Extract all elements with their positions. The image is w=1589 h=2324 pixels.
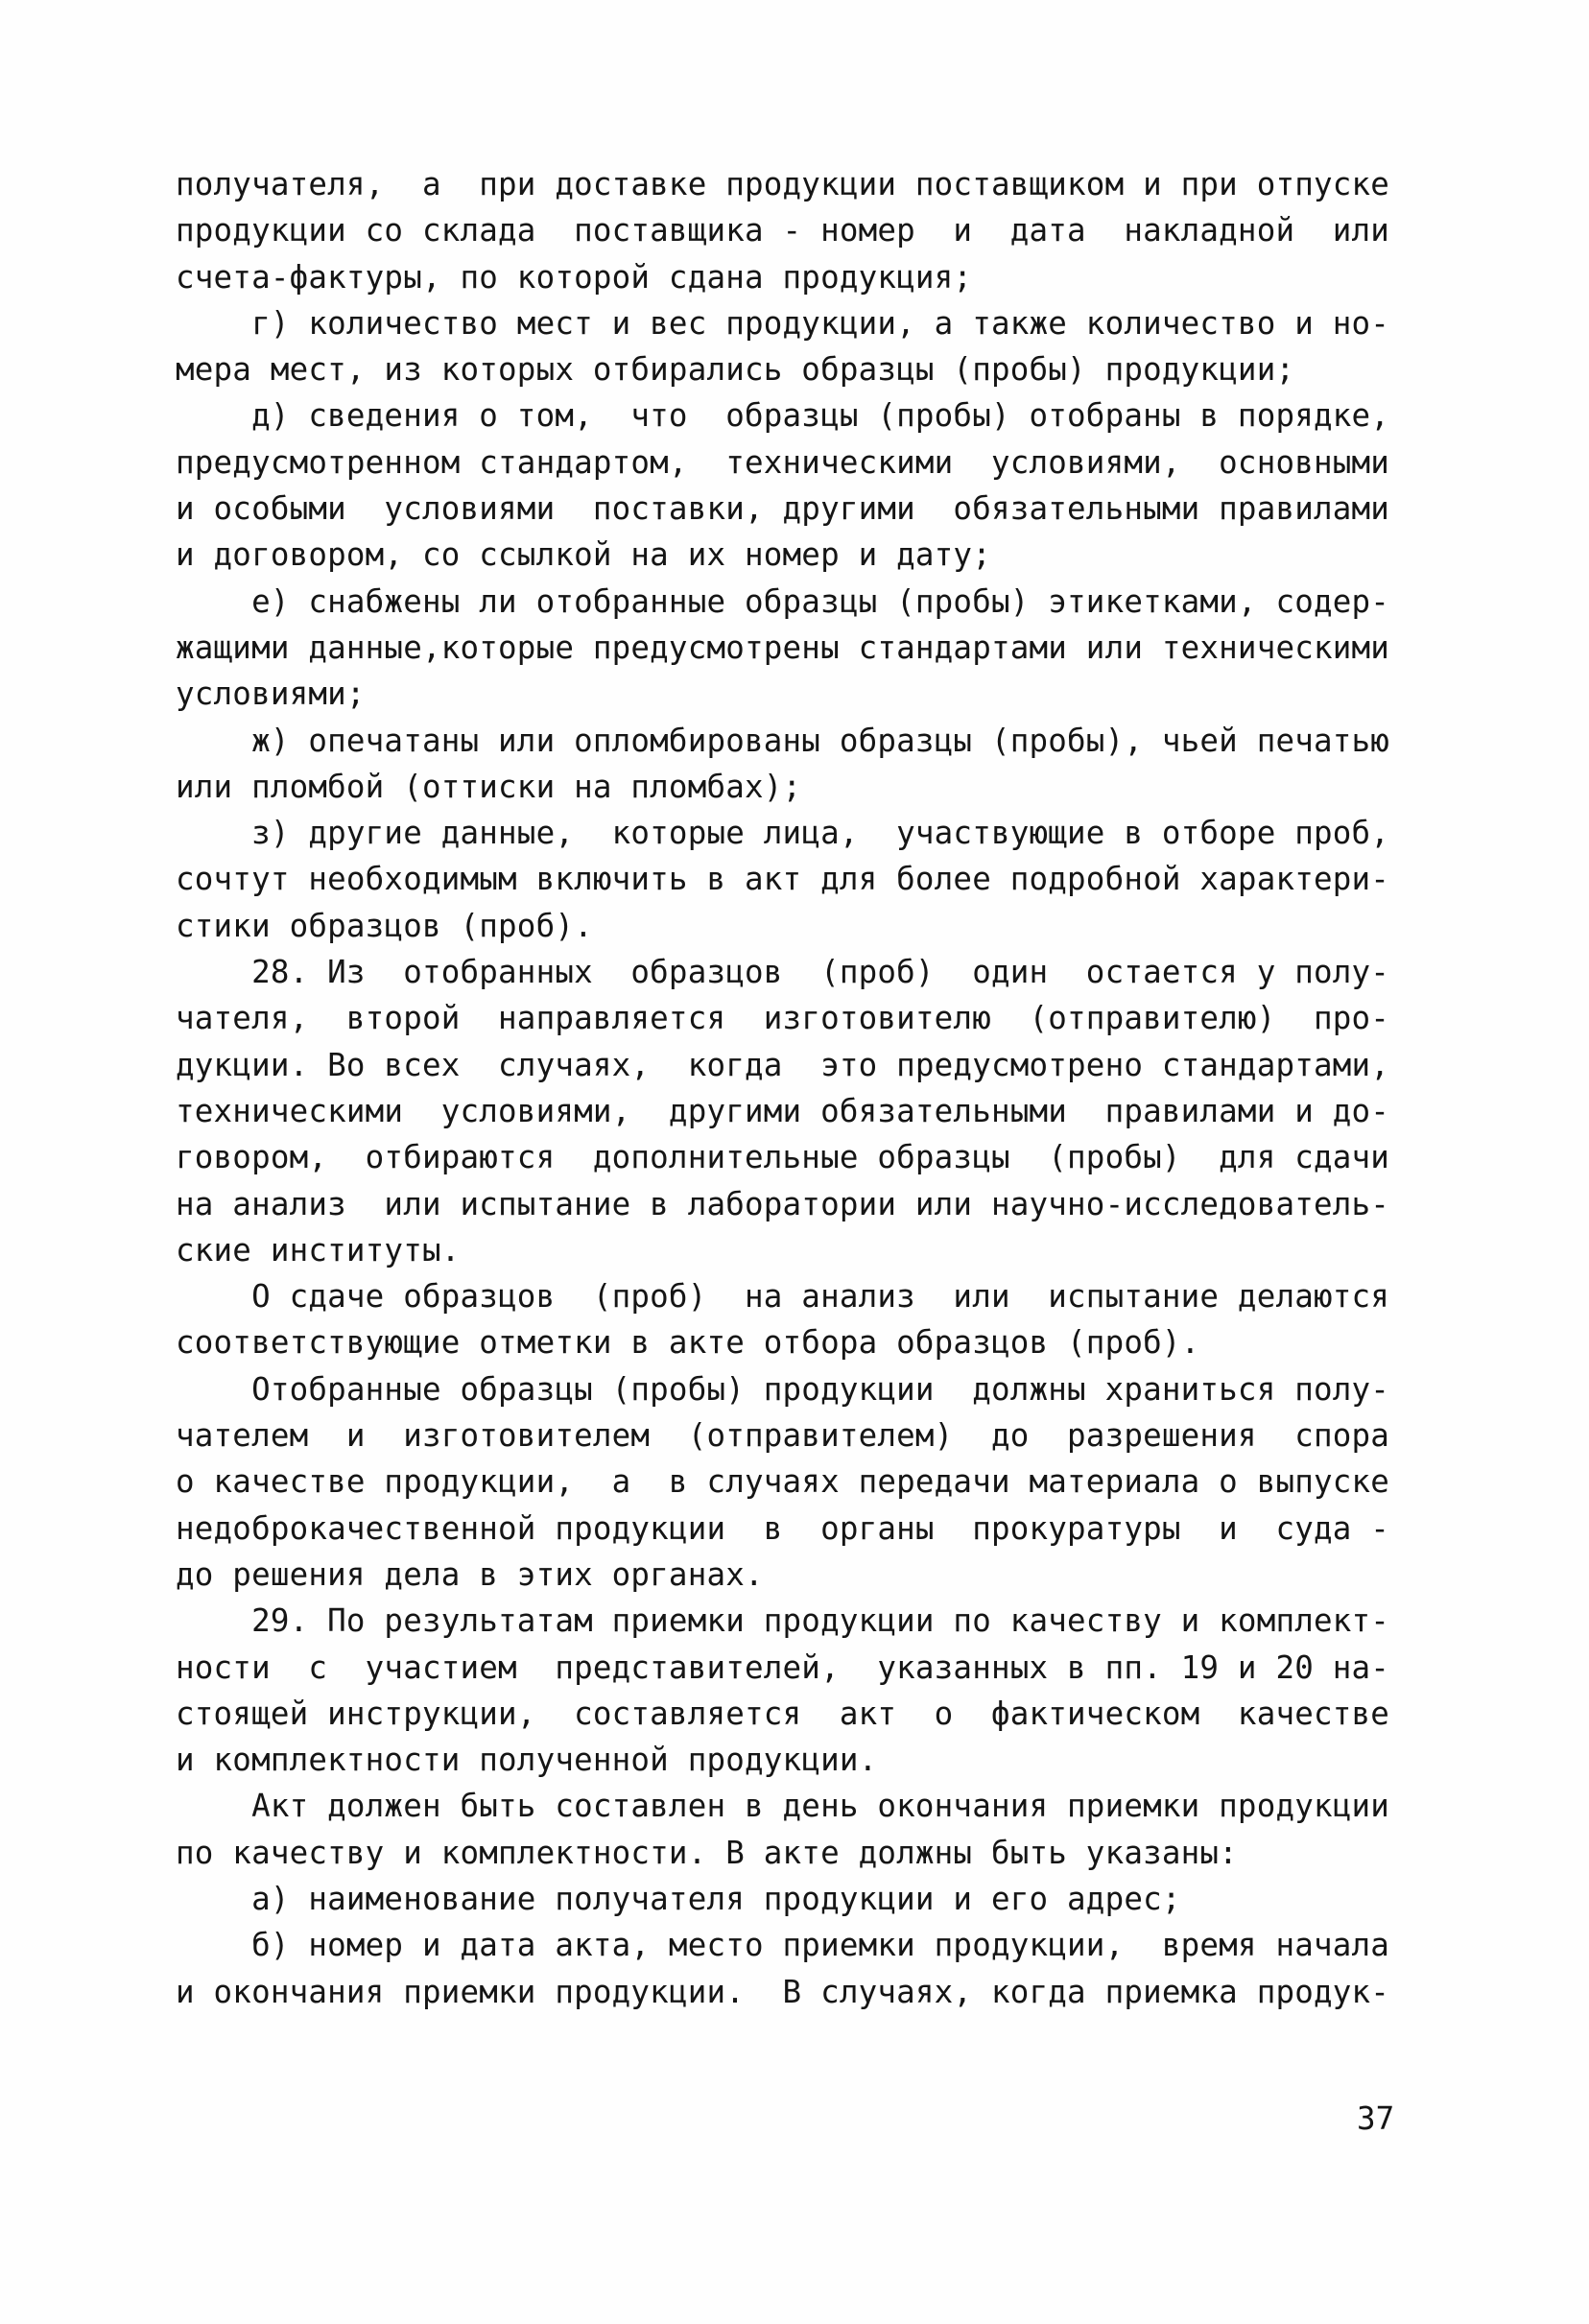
text-line: О сдаче образцов (проб) на анализ или испытание делаются (176, 1278, 1390, 1316)
text-line: соответствующие отметки в акте отбора образцов (проб). (176, 1324, 1200, 1362)
text-line: условиями; (176, 676, 366, 713)
text-line: е) снабжены ли отобранные образцы (пробы) этикетками, содер- (176, 582, 1390, 620)
text-line: стики образцов (проб). (176, 907, 593, 944)
text-line: д) сведения о том, что образцы (пробы) отобраны в порядке, (176, 397, 1390, 435)
page-text (176, 161, 1423, 2015)
text-line: сочтут необходимым включить в акт для более подробной характери- (176, 861, 1390, 898)
text-line: мера мест, из которых отбирались образцы (пробы) продукции; (176, 351, 1295, 389)
text-line: чателя, второй направляется изготовителю (отправителю) про- (176, 1000, 1390, 1037)
text-line: дукции. Во всех случаях, когда это предусмотрено стандартами, (176, 1046, 1390, 1083)
text-line: до решения дела в этих органах. (176, 1555, 764, 1593)
text-line: б) номер и дата акта, место приемки продукции, время начала (176, 1927, 1390, 1964)
text-line: стоящей инструкции, составляется акт о фактическом качестве (176, 1695, 1390, 1732)
text-line: о качестве продукции, а в случаях передачи материала о выпуске (176, 1463, 1390, 1501)
text-line: и договором, со ссылкой на их номер и дату; (176, 536, 991, 574)
text-line: счета-фактуры, по которой сдана продукция; (176, 258, 973, 296)
text-line: предусмотренном стандартом, техническими условиями, основными (176, 443, 1390, 481)
text-line: и окончания приемки продукции. В случаях, когда приемка продук- (176, 1973, 1390, 2010)
text-line: Акт должен быть составлен в день окончания приемки продукции (176, 1788, 1390, 1825)
text-line: а) наименование получателя продукции и его адрес; (176, 1880, 1181, 1917)
text-line: и комплектности полученной продукции. (176, 1742, 878, 1779)
text-line: техническими условиями, другими обязательными правилами и до- (176, 1092, 1390, 1129)
text-line: з) другие данные, которые лица, участвующие в отборе проб, (176, 815, 1390, 852)
text-line: недоброкачественной продукции в органы прокуратуры и суда - (176, 1509, 1390, 1547)
text-line: на анализ или испытание в лаборатории или научно-исследователь- (176, 1185, 1390, 1222)
text-line: Отобранные образцы (пробы) продукции должны храниться полу- (176, 1370, 1390, 1408)
text-line: жащими данные,которые предусмотрены стандартами или техническими (176, 628, 1390, 666)
text-line: ские институты. (176, 1231, 461, 1269)
text-line: 29. По результатам приемки продукции по качеству и комплект- (176, 1602, 1390, 1640)
text-line: ж) опечатаны или опломбированы образцы (пробы), чьей печатью (176, 722, 1390, 759)
text-line: по качеству и комплектности. В акте должны быть указаны: (176, 1834, 1238, 1871)
text-line: и особыми условиями поставки, другими обязательными правилами (176, 490, 1390, 528)
text-line: чателем и изготовителем (отправителем) до разрешения спора (176, 1417, 1390, 1455)
text-line: говором, отбираются дополнительные образцы (пробы) для сдачи (176, 1139, 1390, 1176)
text-line: 28. Из отобранных образцов (проб) один остается у полу- (176, 954, 1390, 991)
text-line: ности с участием представителей, указанных в пп. 19 и 20 на- (176, 1648, 1390, 1686)
page-number: 37 (1357, 2100, 1395, 2137)
text-line: получателя, а при доставке продукции поставщиком и при отпуске (176, 166, 1390, 202)
text-line: или пломбой (оттиски на пломбах); (176, 768, 802, 805)
text-line: продукции со склада поставщика - номер и дата накладной или (176, 212, 1390, 249)
text-line: г) количество мест и вес продукции, а также количество и но- (176, 304, 1390, 342)
